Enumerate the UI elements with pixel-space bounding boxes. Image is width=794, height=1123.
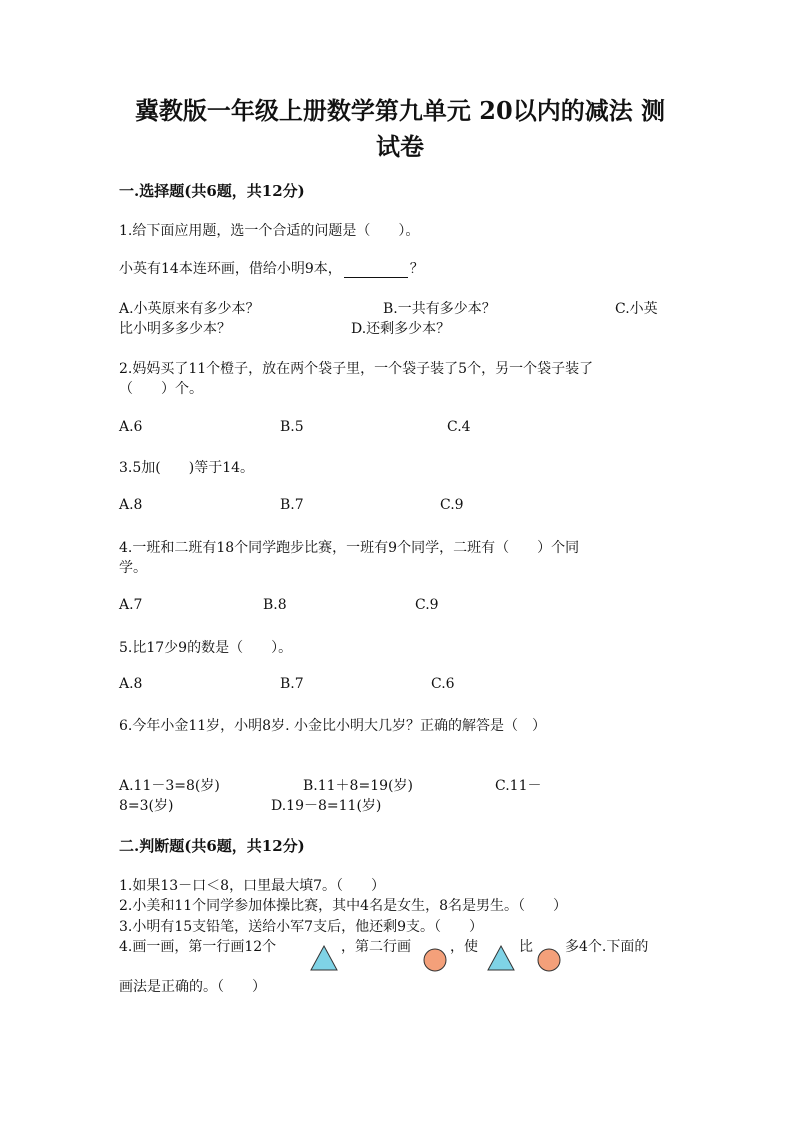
q1-stem: 1.给下面应用题，选一个合适的问题是（ ）。 [119, 223, 420, 239]
q1-context [119, 258, 424, 278]
triangle-icon [309, 944, 339, 972]
q1-option-d: D.还剩多少本？ [351, 321, 451, 337]
q3-option-c: C.9 [440, 497, 464, 513]
q5-option-b: B.7 [280, 676, 304, 692]
q6-option-d: D.19－8=11(岁) [271, 798, 382, 814]
worksheet-title-line2: 试卷 [376, 132, 424, 161]
q1-context-end: ？ [409, 261, 424, 277]
q6-option-c-part1: C.11－ [495, 778, 542, 794]
q1-option-c-part2: 比小明多多少本？ [119, 321, 231, 337]
section2-heading: 二.判断题(共6题，共12分) [119, 837, 305, 855]
q5-option-a: A.8 [119, 676, 143, 692]
worksheet-title-line1: 冀教版一年级上册数学第九单元 20以内的减法 测 [134, 96, 666, 125]
q6-option-b: B.11＋8=19(岁) [303, 778, 413, 794]
q4-option-c: C.9 [415, 597, 439, 613]
section1-heading: 一.选择题(共6题，共12分) [119, 182, 305, 200]
judge-item-4-text-c: ，使 [450, 939, 478, 955]
judge-item-3: 3.小明有15支铅笔，送给小军7支后，他还剩9支。（ ） [119, 919, 483, 935]
q6-option-c-part2: 8=3(岁) [119, 798, 174, 814]
q2-option-c: C.4 [447, 419, 471, 435]
q6-option-a: A.11－3=8(岁) [119, 778, 220, 794]
q1-option-a: A.小英原来有多少本？ [119, 301, 260, 317]
q5-option-c: C.6 [431, 676, 455, 692]
q4-stem-line2: 学。 [119, 560, 147, 576]
q2-stem-line1: 2.妈妈买了11个橙子，放在两个袋子里，一个袋子装了5个，另一个袋子装了 [119, 361, 594, 377]
circle-icon [536, 947, 562, 973]
q4-option-a: A.7 [119, 597, 143, 613]
circle-icon [422, 947, 448, 973]
judge-item-4-text-e: 多4个.下面的 [565, 939, 649, 955]
q1-option-c-part1: C.小英 [615, 301, 658, 317]
q3-option-a: A.8 [119, 497, 143, 513]
q1-answer-blank [344, 263, 408, 278]
q4-option-b: B.8 [263, 597, 287, 613]
judge-item-4-text-a: 4.画一画，第一行画12个 [119, 939, 277, 955]
q1-option-b: B.一共有多少本？ [383, 301, 496, 317]
q2-stem-line2: （ ）个。 [119, 381, 203, 397]
triangle-icon [486, 944, 516, 972]
judge-item-1: 1.如果13－口＜8，口里最大填7。（ ） [119, 878, 385, 894]
q4-stem-line1: 4.一班和二班有18个同学跑步比赛，一班有9个同学，二班有（ ）个同 [119, 540, 580, 556]
q2-option-a: A.6 [119, 419, 143, 435]
q5-stem: 5.比17少9的数是（ ）。 [119, 640, 293, 656]
judge-item-4-text-b: ，第二行画 [341, 939, 411, 955]
q3-stem: 3.5加( )等于14。 [119, 460, 255, 476]
judge-item-4-line2: 画法是正确的。（ ） [119, 979, 266, 995]
q2-option-b: B.5 [280, 419, 304, 435]
q6-stem: 6.今年小金11岁，小明8岁. 小金比小明大几岁？正确的解答是（ ） [119, 718, 546, 734]
judge-item-2: 2.小美和11个同学参加体操比赛，其中4名是女生，8名是男生。（ ） [119, 898, 567, 914]
q3-option-b: B.7 [280, 497, 304, 513]
q1-context-text: 小英有14本连环画，借给小明9本， [119, 261, 342, 277]
judge-item-4-text-d: 比 [519, 939, 533, 955]
